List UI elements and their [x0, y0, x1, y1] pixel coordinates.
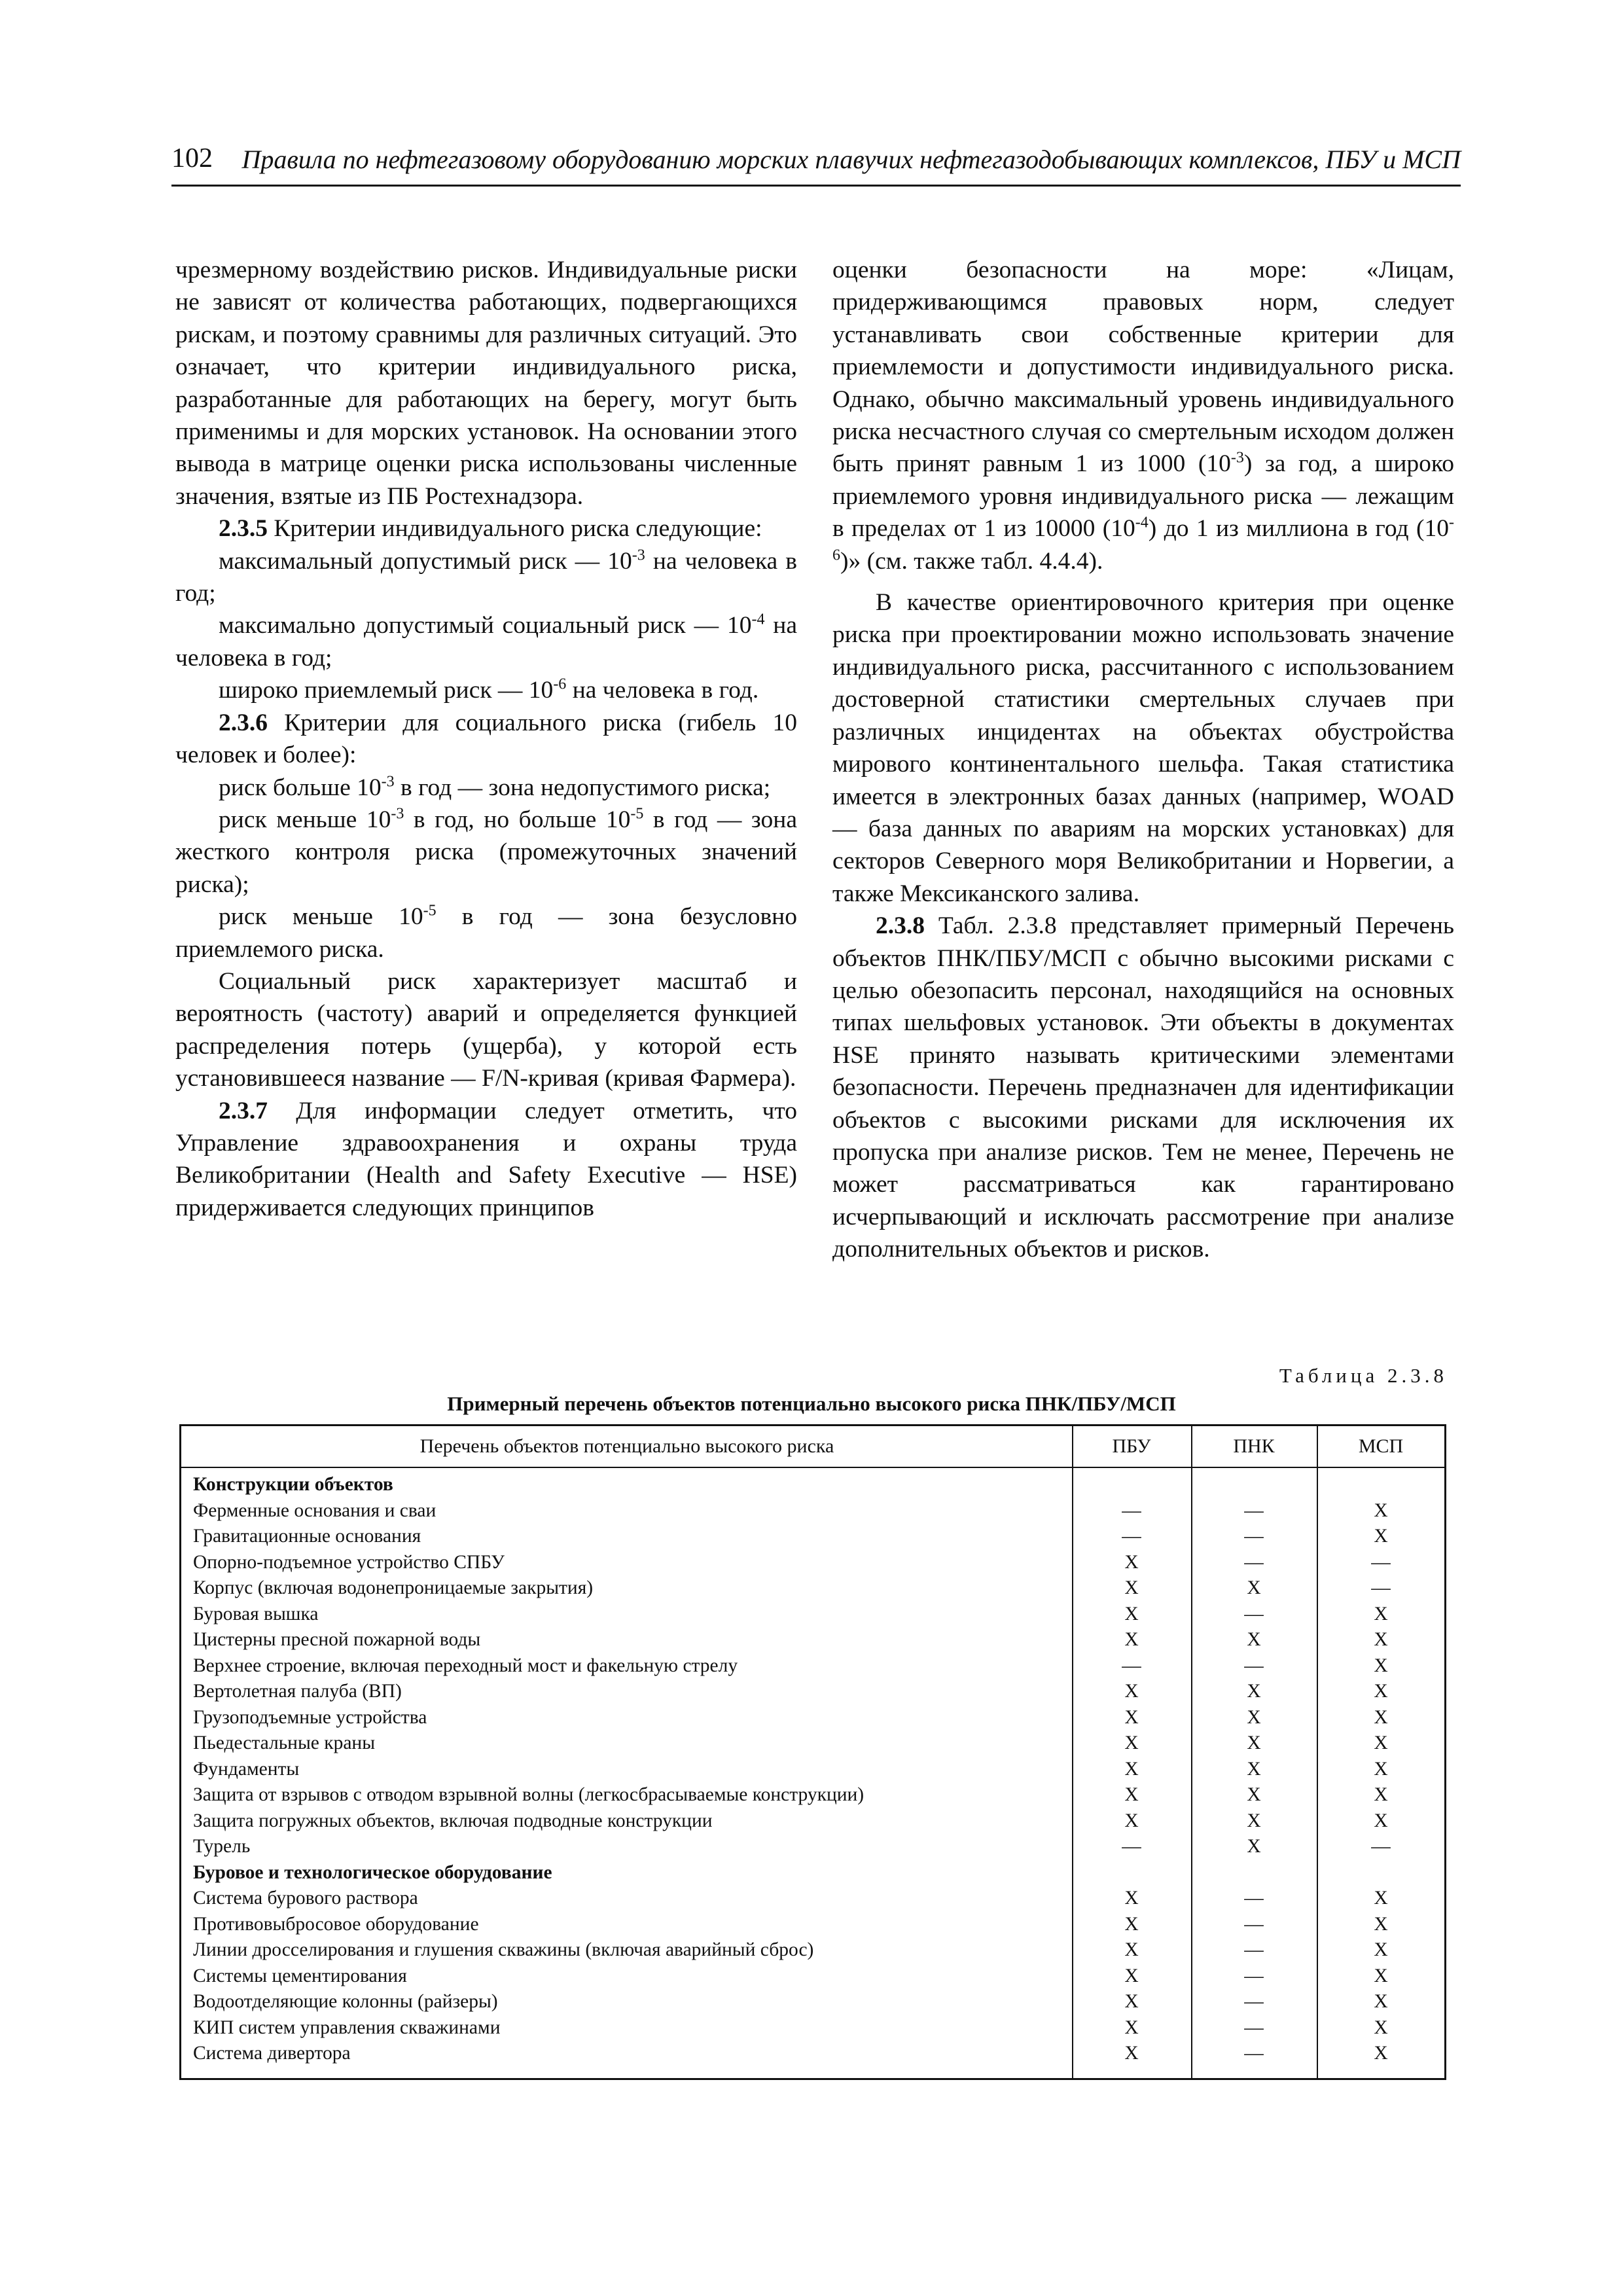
cell-msp: X: [1374, 1706, 1388, 1728]
cell-pbu: —: [1122, 1526, 1141, 1547]
cell-pbu: —: [1122, 1836, 1141, 1857]
cell-pnk: —: [1244, 1965, 1264, 1986]
table-title: Примерный перечень объектов потенциально высокого риска ПНК/ПБУ/МСП: [447, 1392, 1176, 1415]
object-name: Опорно-подъемное устройство СПБУ: [193, 1551, 505, 1573]
page-number: 102: [171, 143, 213, 173]
cell-pbu: X: [1124, 2043, 1139, 2064]
cell-pnk: X: [1247, 1706, 1261, 1728]
cell-pnk: —: [1244, 1655, 1264, 1676]
cell-pbu: X: [1124, 1551, 1139, 1573]
cell-pnk: —: [1244, 1526, 1264, 1547]
cell-msp: X: [1374, 1629, 1388, 1650]
paragraph-text: ) за год, а широко приемлемого уровня индивидуального риска — лежащим в пределах от 1 из 10000 (10: [832, 450, 1454, 543]
table-row: [181, 1498, 1444, 1524]
table-row: [181, 1653, 1444, 1679]
table-row: [181, 1782, 1444, 1808]
table-row: [181, 1886, 1444, 1912]
page-header: [171, 143, 1461, 183]
cell-pnk: X: [1247, 1810, 1261, 1831]
criterion-item: [175, 901, 797, 965]
table-row: [181, 1757, 1444, 1783]
section-number: 2.3.7: [219, 1097, 268, 1124]
criterion-text: риск меньше 10: [219, 806, 391, 833]
paragraph-text: ) до 1 из миллиона в год (10: [1148, 515, 1449, 543]
cell-pnk: —: [1244, 1888, 1264, 1909]
section-number: 2.3.6: [219, 709, 268, 736]
object-name: Защита погружных объектов, включая подводные конструкции: [193, 1810, 713, 1831]
cell-msp: X: [1374, 1732, 1388, 1753]
criterion-text: максимально допустимый социальный риск — 10: [219, 612, 752, 639]
object-name: Конструкции объектов: [193, 1474, 393, 1495]
paragraph-hse-principles: [832, 254, 1454, 577]
cell-pbu: X: [1124, 1939, 1139, 1960]
table-row: [181, 1524, 1444, 1550]
object-name: Турель: [193, 1836, 251, 1857]
table-row: [181, 2041, 1444, 2067]
cell-pnk: X: [1247, 1784, 1261, 1805]
cell-pbu: X: [1124, 1577, 1139, 1598]
criterion-text: на человека в год;: [175, 612, 797, 672]
cell-pnk: —: [1244, 1551, 1264, 1573]
object-name: Линии дросселирования и глушения скважины (включая аварийный сброс): [193, 1939, 814, 1960]
criterion-item: [175, 674, 797, 706]
table-header: [181, 1426, 1444, 1468]
section-text: Критерии для социального риска (гибель 10 человек и более):: [175, 709, 797, 769]
cell-pnk: —: [1244, 1939, 1264, 1960]
exponent: -3: [391, 805, 404, 823]
cell-pbu: X: [1124, 1681, 1139, 1702]
criterion-item: [175, 772, 797, 804]
criterion-text: на человека в год.: [566, 677, 759, 704]
paragraph-text: оценки безопасности на море: «Лицам, придерживающимся правовых норм, следует устанавливать свои собственные критерии для приемлемости и допустимости индивидуального риска. Однако, обычно максимальный уровень индивидуального риска несчастного случая со смертельным исходом должен быть принят равным 1 из 1000 (10: [832, 257, 1454, 478]
section-2-3-6: [175, 707, 797, 772]
cell-msp: X: [1374, 1913, 1388, 1935]
cell-pbu: X: [1124, 2017, 1139, 2038]
exponent: -4: [1135, 514, 1149, 531]
criterion-item: [175, 609, 797, 674]
cell-pnk: —: [1244, 1603, 1264, 1624]
cell-msp: —: [1371, 1577, 1391, 1598]
cell-pbu: X: [1124, 1810, 1139, 1831]
criterion-text: в год — зона жесткого контроля риска (промежуточных значений риска);: [175, 806, 797, 898]
cell-msp: —: [1371, 1836, 1391, 1857]
header-msp: МСП: [1358, 1435, 1404, 1457]
cell-msp: X: [1374, 1784, 1388, 1805]
header-objects: Перечень объектов потенциально высокого риска: [419, 1435, 834, 1457]
right-column: [832, 254, 1454, 1266]
cell-msp: X: [1374, 1939, 1388, 1960]
object-name: Вертолетная палуба (ВП): [193, 1681, 402, 1702]
table-row: [181, 1834, 1444, 1860]
object-name: Водоотделяющие колонны (райзеры): [193, 1991, 498, 2012]
criterion-text: в год — зона безусловно приемлемого риска.: [175, 903, 797, 963]
cell-pbu: X: [1124, 1888, 1139, 1909]
cell-pnk: —: [1244, 1991, 1264, 2012]
object-name: Системы цементирования: [193, 1965, 407, 1986]
section-number: 2.3.8: [876, 912, 925, 940]
cell-msp: X: [1374, 1603, 1388, 1624]
exponent: -5: [423, 902, 437, 920]
cell-msp: X: [1374, 1681, 1388, 1702]
cell-msp: X: [1374, 1991, 1388, 2012]
table-row: [181, 1912, 1444, 1938]
section-2-3-5: [175, 512, 797, 545]
object-name: Верхнее строение, включая переходный мост и факельную стрелу: [193, 1655, 738, 1676]
section-2-3-8: [832, 910, 1454, 1265]
paragraph-individual-risk: чрезмерному воздействию рисков. Индивидуальные риски не зависят от количества работающих, подвергающихся рискам, и поэтому сравнимы для различных ситуаций. Это означает, что критерии индивидуального риска, разработанные для работающих на берегу, могут быть применимы и для морских установок. На основании этого вывода в матрице оценки риска использованы численные значения, взятые из ПБ Ростехнадзора.: [175, 257, 797, 510]
exponent: -3: [1230, 449, 1244, 467]
exponent: -3: [632, 547, 645, 564]
criterion-text: риск больше 10: [219, 774, 382, 801]
object-name: Противовыбросовое оборудование: [193, 1913, 479, 1935]
object-name: Буровая вышка: [193, 1603, 319, 1624]
table-row: [181, 1964, 1444, 1990]
table-row: [181, 1937, 1444, 1964]
table-row: [181, 1989, 1444, 2015]
cell-msp: X: [1374, 1810, 1388, 1831]
section-text: Критерии индивидуального риска следующие:: [268, 515, 762, 543]
cell-msp: X: [1374, 1499, 1388, 1521]
cell-msp: X: [1374, 1965, 1388, 1986]
cell-msp: X: [1374, 1758, 1388, 1780]
object-name: Система бурового раствора: [193, 1888, 418, 1909]
table-section-row: [181, 1472, 1444, 1498]
table-section-row: [181, 1860, 1444, 1886]
object-name: Система дивертора: [193, 2043, 351, 2064]
section-text: Табл. 2.3.8 представляет примерный Перечень объектов ПНК/ПБУ/МСП с обычно высокими рисками с целью обезопасить персонал, находящийся на основных типах шельфовых установок. Эти объекты в документах HSE принято называть критическими элементами безопасности. Перечень предназначен для идентификации объектов с высокими рисками для исключения их пропуска при анализе рисков. Тем не менее, Перечень не может рассматриваться как гарантировано исчерпывающий и исключать рассмотрение при анализе дополнительных объектов и рисков.: [832, 912, 1454, 1263]
table-label: Таблица 2.3.8: [1279, 1364, 1448, 1387]
table-row: [181, 1705, 1444, 1731]
table-row: [181, 1602, 1444, 1628]
criterion-text: широко приемлемый риск — 10: [219, 677, 554, 704]
table-body: [181, 1472, 1444, 2067]
cell-pbu: X: [1124, 1784, 1139, 1805]
cell-pnk: —: [1244, 1913, 1264, 1935]
cell-pbu: X: [1124, 1629, 1139, 1650]
criterion-text: в год — зона недопустимого риска;: [394, 774, 771, 801]
cell-pnk: X: [1247, 1577, 1261, 1598]
header-pbu: ПБУ: [1112, 1435, 1151, 1457]
criterion-item: [175, 804, 797, 901]
cell-pbu: X: [1124, 1732, 1139, 1753]
header-rule: [171, 185, 1461, 187]
cell-pbu: X: [1124, 1758, 1139, 1780]
object-name: Защита от взрывов с отводом взрывной волны (легкосбрасываемые конструкции): [193, 1784, 865, 1805]
section-text: Для информации следует отметить, что Управление здравоохранения и охраны труда Великобритании (Health and Safety Executive — HSE) придерживается следующих принципов: [175, 1097, 797, 1221]
table-row: [181, 1731, 1444, 1757]
table-row: [181, 1575, 1444, 1602]
running-title: Правила по нефтегазовому оборудованию морских плавучих нефтегазодобывающих комплексов, ПБУ и МСП: [241, 145, 1461, 174]
cell-msp: —: [1371, 1551, 1391, 1573]
cell-msp: X: [1374, 2043, 1388, 2064]
table-row: [181, 1808, 1444, 1835]
cell-pbu: X: [1124, 1706, 1139, 1728]
paragraph-social-risk: Социальный риск характеризует масштаб и вероятность (частоту) аварий и определяется функцией распределения потерь (ущерба), у которой есть установившееся название — F/N-кривая (кривая Фармера).: [175, 967, 797, 1092]
cell-pnk: X: [1247, 1681, 1261, 1702]
exponent: -5: [630, 805, 644, 823]
section-number: 2.3.5: [219, 515, 268, 543]
table-row: [181, 1550, 1444, 1576]
paragraph-text: )» (см. также табл. 4.4.4).: [840, 547, 1103, 575]
risk-objects-table: [179, 1424, 1446, 2080]
paragraph-statistics: В качестве ориентировочного критерия при оценке риска при проектировании можно использовать значение индивидуального риска, рассчитанного с использованием достоверной статистики смертельных случаев при различных инцидентах на объектах обустройства мирового континентального шельфа. Такая статистика имеется в электронных базах данных (например, WOAD — база данных по авариям на морских установках) для секторов Северного моря Великобритании и Норвегии, а также Мексиканского залива.: [832, 589, 1454, 907]
cell-pbu: X: [1124, 1603, 1139, 1624]
cell-pnk: X: [1247, 1732, 1261, 1753]
object-name: Буровое и технологическое оборудование: [193, 1861, 552, 1883]
cell-pbu: —: [1122, 1499, 1141, 1521]
cell-msp: X: [1374, 1655, 1388, 1676]
criterion-text: в год, но больше 10: [404, 806, 631, 833]
exponent: -6: [553, 675, 567, 693]
cell-pnk: X: [1247, 1836, 1261, 1857]
exponent: -3: [381, 773, 395, 790]
object-name: КИП систем управления скважинами: [193, 2017, 501, 2038]
object-name: Корпус (включая водонепроницаемые закрытия): [193, 1577, 594, 1598]
cell-pbu: X: [1124, 1991, 1139, 2012]
section-2-3-7: [175, 1095, 797, 1225]
cell-pbu: —: [1122, 1655, 1141, 1676]
object-name: Фундаменты: [193, 1758, 300, 1780]
cell-msp: X: [1374, 1526, 1388, 1547]
exponent: -4: [751, 611, 765, 628]
table-row: [181, 1679, 1444, 1705]
header-pnk: ПНК: [1233, 1435, 1275, 1457]
cell-pnk: X: [1247, 1758, 1261, 1780]
left-column: [175, 254, 797, 1224]
table-row: [181, 2015, 1444, 2041]
cell-pnk: —: [1244, 2017, 1264, 2038]
exponent: -6: [832, 514, 1454, 564]
criterion-text: на человека в год;: [175, 547, 797, 607]
criterion-item: [175, 545, 797, 610]
object-name: Гравитационные основания: [193, 1526, 421, 1547]
object-name: Пьедестальные краны: [193, 1732, 376, 1753]
table-row: [181, 1627, 1444, 1653]
object-name: Ферменные основания и сваи: [193, 1499, 437, 1521]
object-name: Цистерны пресной пожарной воды: [193, 1629, 481, 1650]
cell-pnk: X: [1247, 1629, 1261, 1650]
cell-pnk: —: [1244, 1499, 1264, 1521]
cell-pbu: X: [1124, 1913, 1139, 1935]
criterion-text: максимальный допустимый риск — 10: [219, 547, 632, 575]
cell-pbu: X: [1124, 1965, 1139, 1986]
cell-msp: X: [1374, 1888, 1388, 1909]
object-name: Грузоподъемные устройства: [193, 1706, 427, 1728]
cell-pnk: —: [1244, 2043, 1264, 2064]
criterion-text: риск меньше 10: [219, 903, 423, 931]
cell-msp: X: [1374, 2017, 1388, 2038]
